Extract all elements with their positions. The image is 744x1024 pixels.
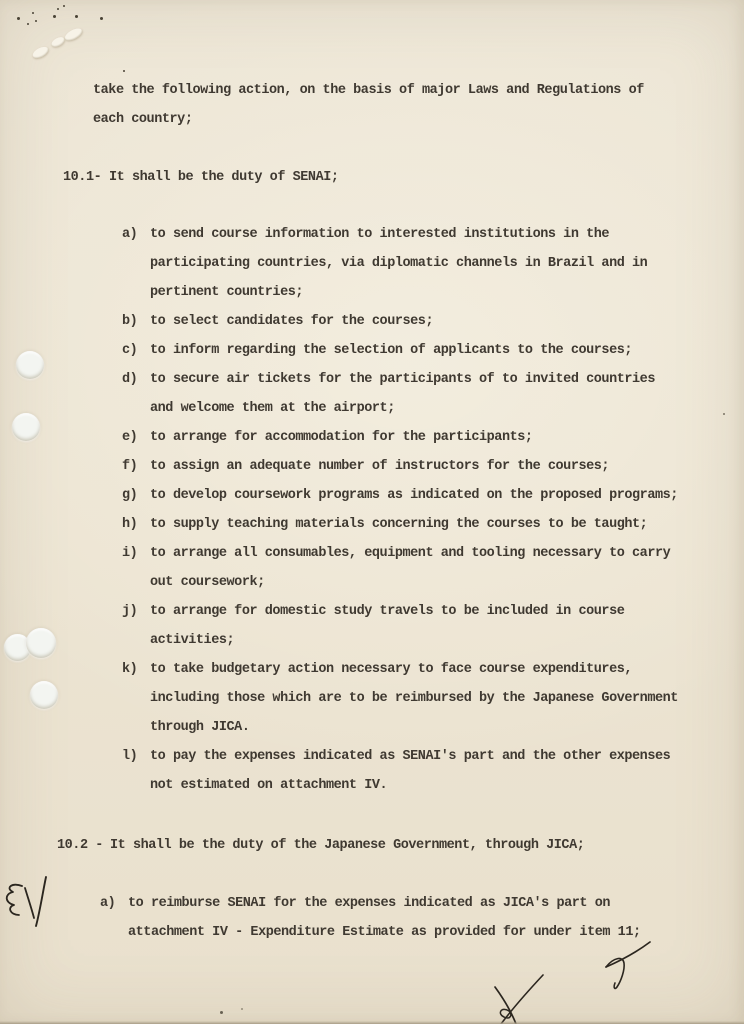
ink-speckle	[57, 8, 59, 10]
list-item-g	[122, 481, 678, 510]
item-text: to secure air tickets for the participants of to invited countries	[150, 372, 655, 387]
section-heading-text: It shall be the duty of SENAI;	[109, 170, 339, 185]
section-number: 10.1-	[63, 170, 102, 185]
list-item-b	[122, 307, 433, 336]
item-text: to inform regarding the selection of applicants to the courses;	[150, 343, 633, 358]
item-text: attachment IV - Expenditure Estimate as provided for under item 11;	[128, 925, 641, 940]
item-text: to select candidates for the courses;	[150, 314, 434, 329]
item-text: pertinent countries;	[150, 285, 304, 300]
ink-speckle	[723, 413, 725, 415]
item-text: including those which are to be reimbursed by the Japanese Government	[150, 691, 678, 706]
item-text: through JICA.	[150, 720, 250, 735]
item-text: to reimburse SENAI for the expenses indicated as JICA's part on	[128, 896, 611, 911]
item-marker: g)	[122, 488, 138, 503]
item-marker: l)	[122, 749, 138, 764]
item-text: to arrange all consumables, equipment and tooling necessary to carry	[150, 546, 671, 561]
item-marker: b)	[122, 314, 138, 329]
item-marker: i)	[122, 546, 138, 561]
ink-speckle	[27, 23, 29, 25]
list-item-h	[122, 510, 647, 539]
item-text: to assign an adequate number of instructors for the courses;	[150, 459, 610, 474]
ink-speckle	[17, 17, 20, 20]
section-number: 10.2 -	[57, 838, 103, 853]
list-item-f	[122, 452, 609, 481]
list-item-a2	[100, 889, 641, 947]
item-marker: k)	[122, 662, 138, 677]
intro-paragraph	[93, 76, 644, 134]
list-item-k	[122, 655, 678, 742]
ink-speckle	[241, 1008, 243, 1010]
list-item-j	[122, 597, 624, 655]
ink-speckle	[32, 12, 34, 14]
section-10-2-heading	[57, 831, 584, 860]
section-10-1-heading	[63, 163, 339, 192]
item-text: out coursework;	[150, 575, 265, 590]
item-text: to arrange for accommodation for the participants;	[150, 430, 533, 445]
item-text: and welcome them at the airport;	[150, 401, 395, 416]
intro-line: take the following action, on the basis of major Laws and Regulations of	[93, 83, 644, 98]
item-text: participating countries, via diplomatic channels in Brazil and in	[150, 256, 648, 271]
item-marker: j)	[122, 604, 138, 619]
ink-speckle	[75, 15, 78, 18]
punch-hole	[12, 413, 40, 441]
item-text: activities;	[150, 633, 235, 648]
punch-hole	[16, 351, 44, 379]
ink-speckle	[53, 15, 56, 18]
handwritten-initials-mark	[2, 872, 54, 930]
staple-indent	[50, 35, 66, 49]
intro-line: each country;	[93, 112, 193, 127]
section-heading-text: It shall be the duty of the Japanese Government, through JICA;	[110, 838, 585, 853]
item-marker: a)	[100, 896, 116, 911]
item-marker: f)	[122, 459, 138, 474]
item-marker: a)	[122, 227, 138, 242]
handwritten-x-mark	[455, 970, 547, 1024]
list-item-d	[122, 365, 655, 423]
list-item-l	[122, 742, 670, 800]
list-item-i	[122, 539, 670, 597]
item-marker: e)	[122, 430, 138, 445]
item-marker: c)	[122, 343, 138, 358]
item-marker: d)	[122, 372, 138, 387]
item-text: to pay the expenses indicated as SENAI's part and the other expenses	[150, 749, 671, 764]
ink-speckle	[100, 17, 103, 20]
punch-hole	[30, 681, 58, 709]
list-item-a	[122, 220, 647, 307]
ink-speckle	[35, 20, 37, 22]
item-marker: h)	[122, 517, 138, 532]
punch-hole	[26, 628, 56, 658]
staple-indent	[31, 45, 50, 61]
ink-speckle	[63, 5, 65, 7]
item-text: not estimated on attachment IV.	[150, 778, 388, 793]
item-text: to take budgetary action necessary to face course expenditures,	[150, 662, 633, 677]
item-text: to send course information to interested institutions in the	[150, 227, 610, 242]
ink-speckle	[220, 1011, 223, 1014]
handwritten-check-mark	[594, 936, 658, 994]
staple-indent	[63, 26, 84, 43]
item-text: to supply teaching materials concerning the courses to be taught;	[150, 517, 648, 532]
list-item-c	[122, 336, 632, 365]
item-text: to develop coursework programs as indicated on the proposed programs;	[150, 488, 678, 503]
item-text: to arrange for domestic study travels to be included in course	[150, 604, 625, 619]
ink-speckle	[123, 70, 125, 72]
list-item-e	[122, 423, 533, 452]
